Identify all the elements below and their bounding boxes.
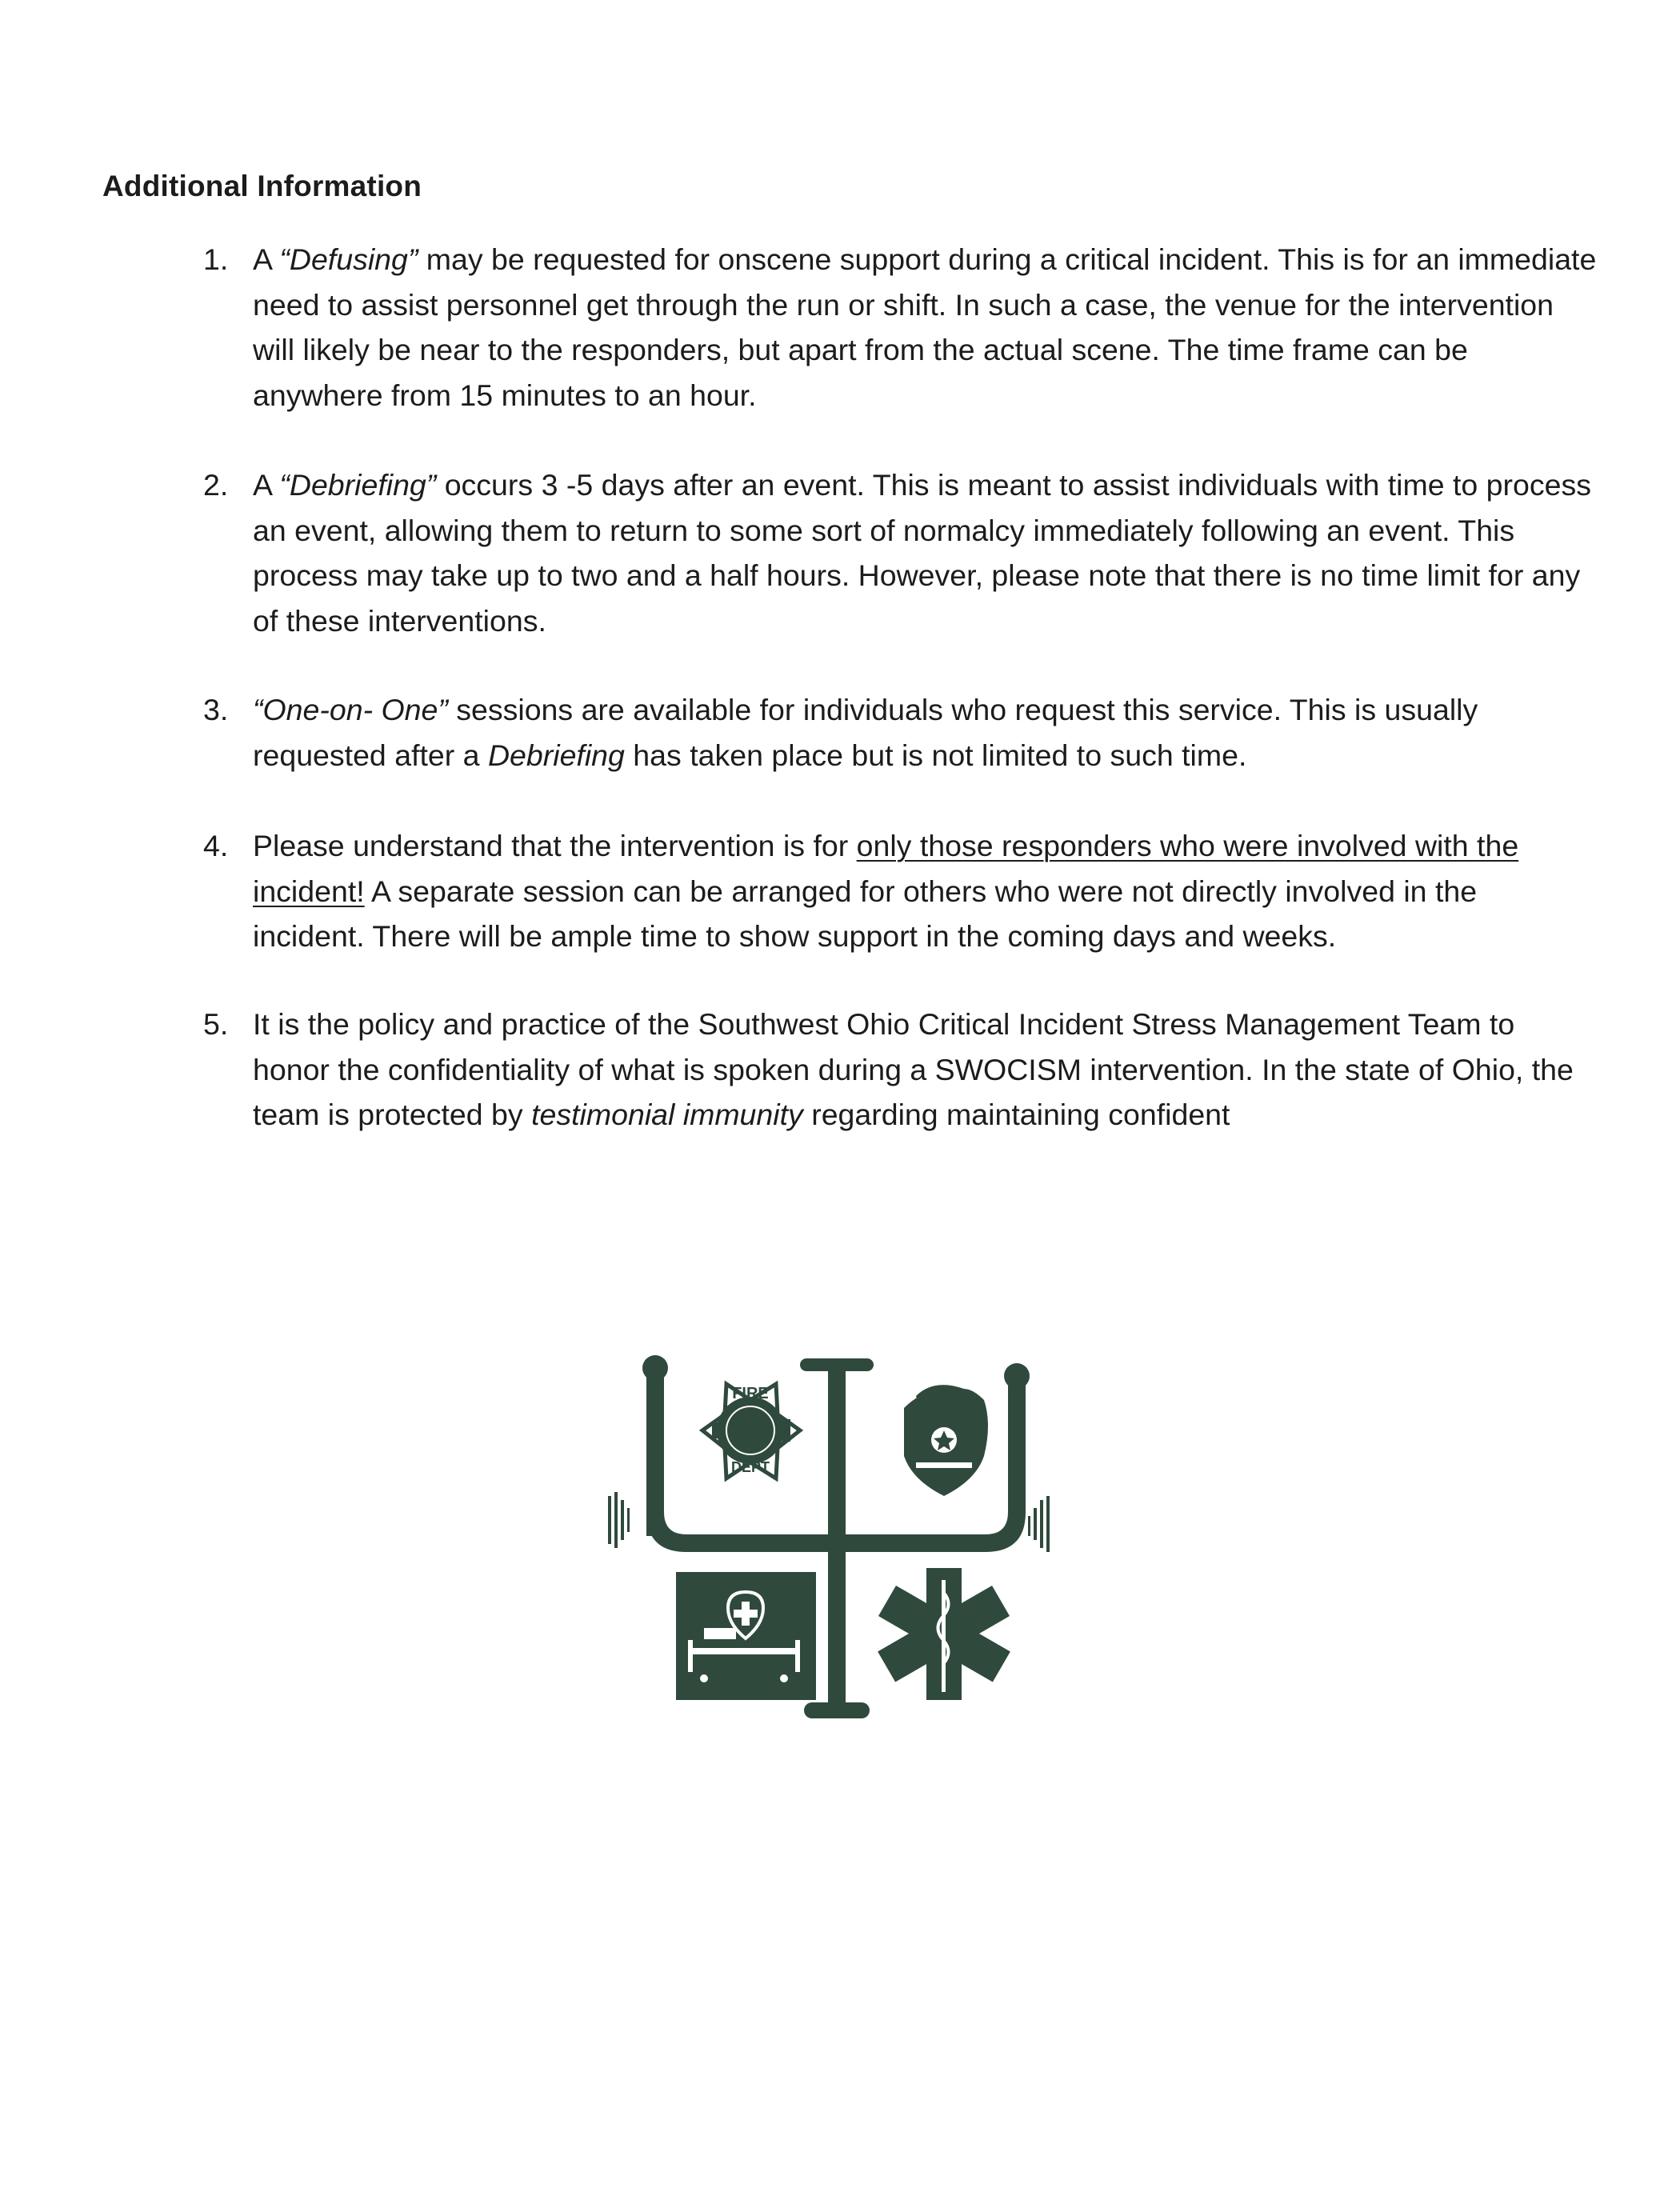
list-item (203, 237, 1597, 418)
item-text: “One-on- One” sessions are available for individuals who request this service. This is usually requested after a Debriefing has taken place but is not limited to such time. (253, 693, 1478, 772)
cism-team-logo (608, 1352, 1064, 1736)
star-of-life-icon (878, 1568, 1010, 1700)
item-text: It is the policy and practice of the Southwest Ohio Critical Incident Stress Management Team to honor the confidentiality of what is spoken during a SWOCISM intervention. In the state of Ohio, the team is protected by testimonial immunity regarding maintaining confident (253, 1007, 1574, 1131)
svg-text:FIRE: FIRE (732, 1385, 769, 1402)
svg-text:DEPT: DEPT (730, 1459, 770, 1475)
list-item (203, 462, 1597, 643)
police-badge-icon (904, 1385, 988, 1496)
item-number: 4. (203, 829, 229, 862)
item-number: 3. (203, 693, 229, 726)
logo-frame (646, 1368, 664, 1536)
list-item (203, 1002, 1597, 1138)
hospital-icon (676, 1572, 816, 1700)
fire-dept-icon (702, 1384, 800, 1478)
list-item (203, 687, 1597, 778)
item-number: 5. (203, 1007, 229, 1041)
item-text: Please understand that the intervention is for only those responders who were involved with the incident! A separate session can be arranged for others who were not directly involved in the incident. There will be ample time to show support in the coming days and weeks. (253, 829, 1519, 953)
item-text: A “Defusing” may be requested for onscene support during a critical incident. This is for an immediate need to assist personnel get through the run or shift. In such a case, the venue for the intervention will likely be near to the responders, but apart from the actual scene. The time frame can be anywhere from 15 minutes to an hour. (253, 242, 1597, 412)
item-number: 1. (203, 242, 229, 276)
list-item (203, 823, 1597, 959)
section-heading: Additional Information (102, 170, 422, 202)
item-text: A “Debriefing” occurs 3 -5 days after an event. This is meant to assist individuals with time to process an event, allowing them to return to some sort of normalcy immediately following an event. This process may take up to two and a half hours. However, please note that there is no time limit for any of these interventions. (253, 468, 1591, 638)
item-number: 2. (203, 468, 229, 502)
